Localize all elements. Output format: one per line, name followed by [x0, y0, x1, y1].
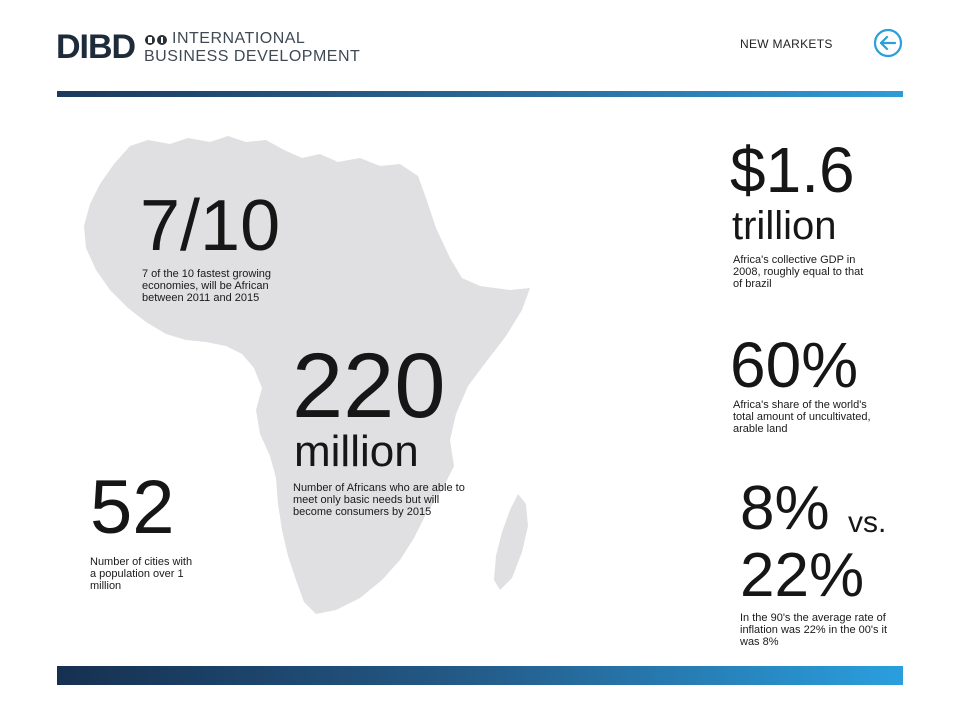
section-title: NEW MARKETS [740, 37, 833, 51]
stat-inflation-caption: In the 90's the average rate of inflation was 22% in the 00's it was 8% [740, 612, 888, 648]
footer-bar [57, 666, 903, 685]
header-divider-bar [57, 91, 903, 97]
logo-wordmark: DIBD [56, 28, 136, 66]
stat-fast-growing-value: 7/10 [140, 186, 281, 266]
stat-consumers-value: 220 [292, 335, 446, 437]
stat-consumers-caption: Number of Africans who are able to meet only basic needs but will become consumers by 2015 [293, 482, 465, 518]
logo-dots-icon [144, 34, 168, 46]
stat-consumers-unit: million [294, 427, 419, 476]
stat-fast-growing-caption: 7 of the 10 fastest growing economies, will be African between 2011 and 2015 [142, 268, 272, 304]
back-arrow-icon[interactable] [873, 28, 903, 58]
stat-inflation-value-b: 22% [740, 541, 865, 610]
stat-gdp-value: $1.6 [730, 134, 855, 206]
stat-arable-land-value: 60% [730, 329, 859, 401]
stat-inflation-value-a: 8% [740, 474, 830, 543]
stat-gdp-caption: Africa's collective GDP in 2008, roughly equal to that of brazil [733, 254, 864, 290]
stat-cities-caption: Number of cities with a population over 1 million [90, 556, 193, 592]
stat-arable-land-caption: Africa's share of the world's total amount of uncultivated, arable land [733, 399, 871, 435]
logo-text-line-1: INTERNATIONAL [172, 30, 306, 47]
stat-cities-value: 52 [90, 465, 175, 550]
logo-text-line-2: BUSINESS DEVELOPMENT [144, 48, 361, 65]
stat-inflation-vs: vs. [848, 506, 887, 539]
stat-gdp-unit: trillion [732, 204, 837, 248]
